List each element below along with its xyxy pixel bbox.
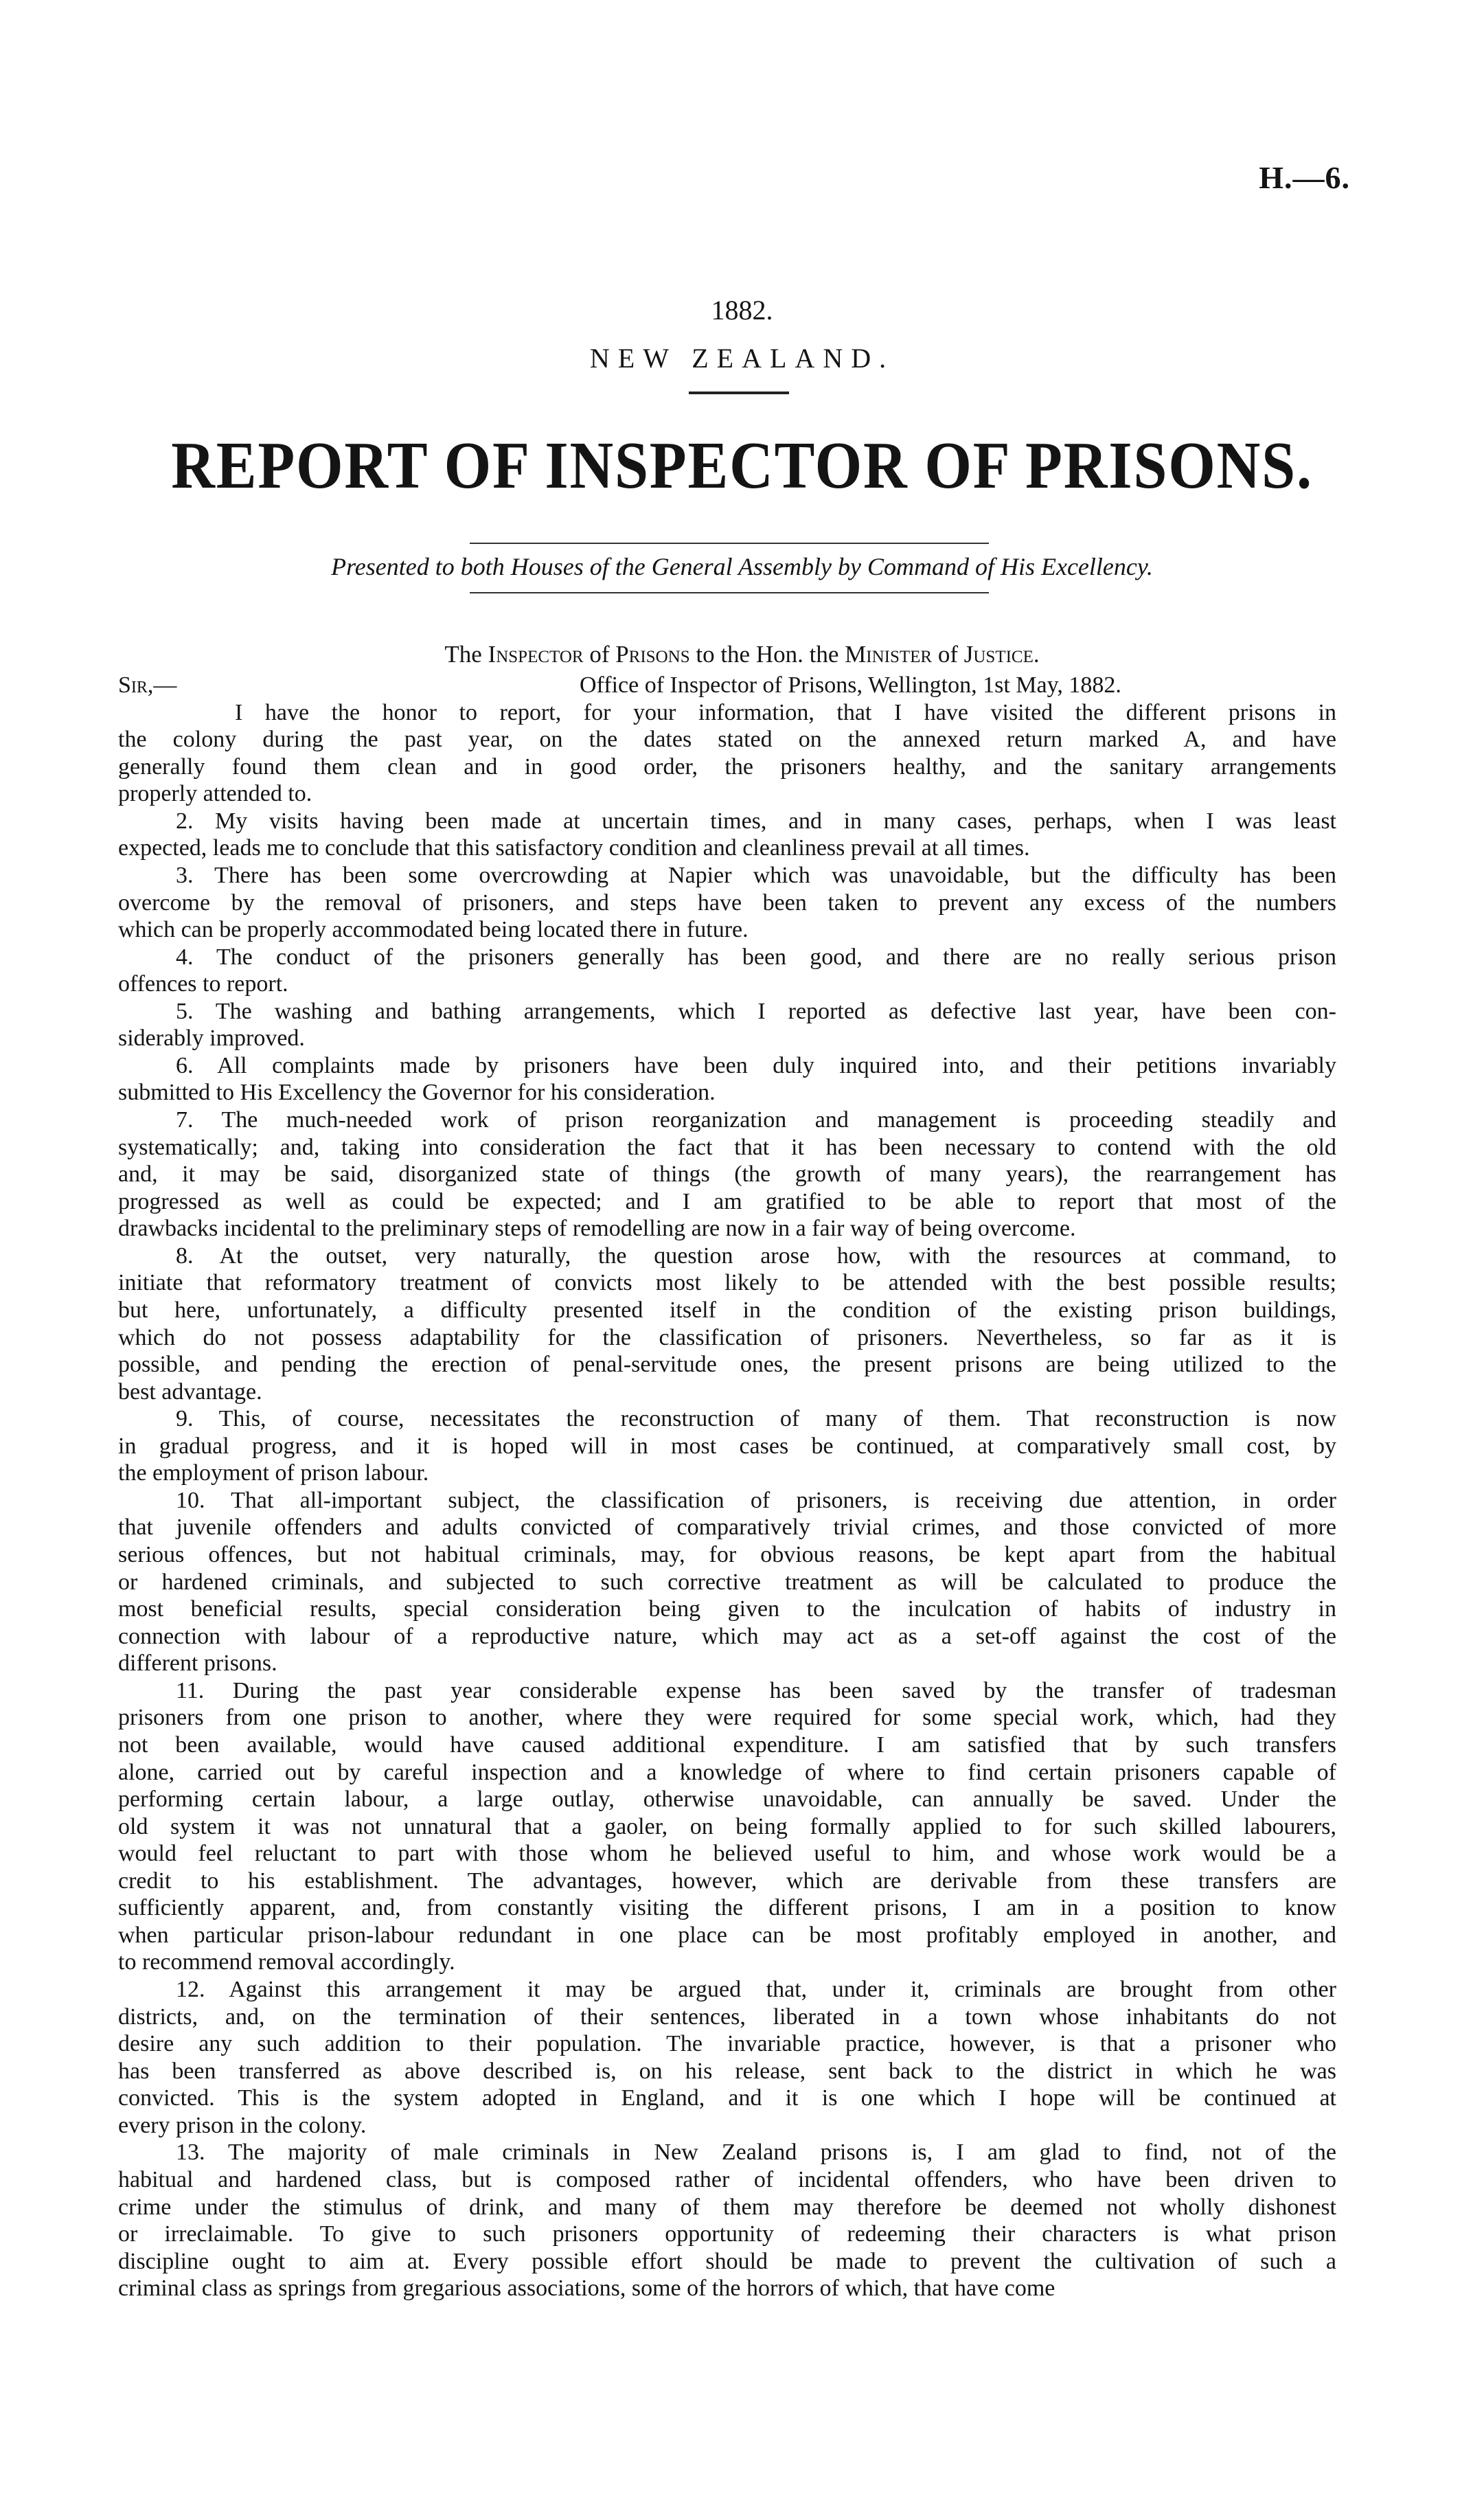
document-year: 1882. bbox=[711, 295, 773, 326]
text-line: systematically; and, taking into consideration the fact that it has been necessary to contend with the old bbox=[118, 1134, 1336, 1160]
document-reference: H.—6. bbox=[1259, 160, 1350, 195]
salutation-line bbox=[118, 672, 1336, 699]
text-line: offences to report. bbox=[118, 971, 288, 997]
text-line: or irreclaimable. To give to such prisoners opportunity of redeeming their characters is what prison bbox=[118, 2221, 1336, 2247]
text-line: which do not possess adaptability for the classification of prisoners. Nevertheless, so far as it is bbox=[118, 1324, 1336, 1350]
divider bbox=[470, 543, 989, 544]
text-line: 7. The much-needed work of prison reorganization and management is proceeding steadily and bbox=[176, 1107, 1336, 1133]
addressee-part: of bbox=[932, 641, 964, 668]
text-line: 13. The majority of male criminals in New Zealand prisons is, I am glad to find, not of the bbox=[176, 2140, 1336, 2166]
paragraph bbox=[118, 1405, 1336, 1487]
text-line: 3. There has been some overcrowding at Napier which was unavoidable, but the difficulty has been bbox=[176, 862, 1336, 888]
text-line: 5. The washing and bathing arrangements, which I reported as defective last year, have been con- bbox=[176, 998, 1336, 1024]
presentation-note: Presented to both Houses of the General Assembly by Command of His Excellency. bbox=[331, 553, 1153, 580]
letter-body bbox=[118, 672, 1336, 2302]
text-line: 6. All complaints made by prisoners have been duly inquired into, and their petitions invariably bbox=[176, 1052, 1336, 1078]
text-line: but here, unfortunately, a difficulty presented itself in the condition of the existing prison buildings, bbox=[118, 1297, 1336, 1323]
text-line: connection with labour of a reproductive nature, which may act as a set-off against the cost of the bbox=[118, 1623, 1336, 1649]
document-country: NEW ZEALAND. bbox=[589, 343, 895, 374]
text-line: submitted to His Excellency the Governor for his consideration. bbox=[118, 1080, 716, 1106]
divider bbox=[689, 392, 789, 394]
text-line: in gradual progress, and it is hoped will in most cases be continued, at comparatively small cost, by bbox=[118, 1433, 1336, 1459]
text-line: best advantage. bbox=[118, 1379, 262, 1405]
text-line: siderably improved. bbox=[118, 1025, 305, 1052]
text-line: properly attended to. bbox=[118, 781, 312, 807]
text-line: progressed as well as could be expected; and I am gratified to be able to report that most of the bbox=[118, 1188, 1336, 1214]
text-line: the colony during the past year, on the dates stated on the annexed return marked A, and have bbox=[118, 727, 1336, 753]
text-line: alone, carried out by careful inspection and a knowledge of where to find certain prisoners capable of bbox=[118, 1759, 1336, 1785]
text-line: possible, and pending the erection of penal-servitude ones, the present prisons are being utilized to the bbox=[118, 1352, 1336, 1378]
addressee-part: Inspector bbox=[488, 641, 584, 668]
text-line: every prison in the colony. bbox=[118, 2112, 367, 2138]
paragraph bbox=[118, 2139, 1336, 2302]
text-line: drawbacks incidental to the preliminary steps of remodelling are now in a fair way of being overcome. bbox=[118, 1216, 1076, 1242]
text-line: 11. During the past year considerable expense has been saved by the transfer of tradesman bbox=[176, 1677, 1336, 1703]
text-line: the employment of prison labour. bbox=[118, 1460, 429, 1486]
office-dateline: Office of Inspector of Prisons, Wellington, 1st May, 1882. bbox=[580, 672, 1121, 698]
text-line: when particular prison-labour redundant in one place can be most profitably employed in another, and bbox=[118, 1922, 1336, 1948]
text-line: I have the honor to report, for your information, that I have visited the different prisons in bbox=[235, 699, 1336, 725]
text-line: prisoners from one prison to another, where they were required for some special work, which, had they bbox=[118, 1705, 1336, 1731]
addressee-part: to the Hon. the bbox=[689, 641, 845, 668]
text-line: has been transferred as above described is, on his release, sent back to the district in which he was bbox=[118, 2058, 1336, 2084]
text-line: 4. The conduct of the prisoners generally has been good, and there are no really serious prison bbox=[176, 944, 1336, 970]
text-line: generally found them clean and in good order, the prisoners healthy, and the sanitary arrangements bbox=[118, 753, 1336, 780]
addressee-part: The bbox=[444, 641, 488, 668]
text-line: desire any such addition to their population. The invariable practice, however, is that a prisoner who bbox=[118, 2031, 1336, 2057]
text-line: discipline ought to aim at. Every possible effort should be made to prevent the cultivation of such a bbox=[118, 2248, 1336, 2274]
addressee-part: . bbox=[1033, 641, 1040, 668]
letter-addressee bbox=[0, 641, 1484, 668]
text-line: and, it may be said, disorganized state of things (the growth of many years), the rearrangement has bbox=[118, 1161, 1336, 1188]
paragraph bbox=[118, 1052, 1336, 1107]
text-line: criminal class as springs from gregarious associations, some of the horrors of which, that have come bbox=[118, 2276, 1055, 2302]
text-line: credit to his establishment. The advantages, however, which are derivable from these transfers are bbox=[118, 1868, 1336, 1894]
text-line: which can be properly accommodated being located there in future. bbox=[118, 917, 749, 943]
addressee-part: Prisons bbox=[615, 641, 690, 668]
salutation: Sir,— bbox=[118, 672, 177, 698]
text-line: 2. My visits having been made at uncertain times, and in many cases, perhaps, when I was least bbox=[176, 808, 1336, 834]
text-line: districts, and, on the termination of their sentences, liberated in a town whose inhabitants do not bbox=[118, 2004, 1336, 2030]
paragraph bbox=[118, 998, 1336, 1052]
text-line: to recommend removal accordingly. bbox=[118, 1949, 455, 1975]
text-line: 12. Against this arrangement it may be argued that, under it, criminals are brought from other bbox=[176, 1977, 1336, 2002]
text-line: or hardened criminals, and subjected to such corrective treatment as will be calculated to produce the bbox=[118, 1569, 1336, 1595]
text-line: convicted. This is the system adopted in England, and it is one which I hope will be continued at bbox=[118, 2085, 1336, 2111]
paragraph bbox=[118, 862, 1336, 944]
text-line: most beneficial results, special consideration being given to the inculcation of habits of industry in bbox=[118, 1596, 1336, 1622]
paragraph bbox=[118, 699, 1336, 808]
text-line: serious offences, but not habitual criminals, may, for obvious reasons, be kept apart from the habitual bbox=[118, 1542, 1336, 1567]
text-line: performing certain labour, a large outlay, otherwise unavoidable, can annually be saved. Under the bbox=[118, 1786, 1336, 1813]
text-line: different prisons. bbox=[118, 1650, 277, 1677]
text-line: 9. This, of course, necessitates the reconstruction of many of them. That reconstruction is now bbox=[176, 1406, 1336, 1432]
paragraphs bbox=[118, 699, 1336, 2302]
addressee-part: Minister bbox=[845, 641, 933, 668]
paragraph bbox=[118, 1243, 1336, 1405]
text-line: crime under the stimulus of drink, and many of them may therefore be deemed not wholly dishonest bbox=[118, 2194, 1336, 2220]
addressee-part: Justice bbox=[963, 641, 1034, 668]
text-line: expected, leads me to conclude that this satisfactory condition and cleanliness prevail at all times. bbox=[118, 835, 1030, 861]
page-title: REPORT OF INSPECTOR OF PRISONS. bbox=[171, 429, 1313, 503]
paragraph bbox=[118, 944, 1336, 998]
text-line: initiate that reformatory treatment of convicts most likely to be attended with the best possible results; bbox=[118, 1270, 1336, 1296]
paragraph bbox=[118, 1677, 1336, 1976]
text-line: 8. At the outset, very naturally, the question arose how, with the resources at command, to bbox=[176, 1243, 1336, 1269]
addressee-part: of bbox=[583, 641, 616, 668]
text-line: habitual and hardened class, but is composed rather of incidental offenders, who have been driven to bbox=[118, 2166, 1336, 2192]
text-line: that juvenile offenders and adults convicted of comparatively trivial crimes, and those convicted of more bbox=[118, 1515, 1336, 1541]
text-line: 10. That all-important subject, the classification of prisoners, is receiving due attention, in order bbox=[176, 1487, 1336, 1513]
paragraph bbox=[118, 1487, 1336, 1677]
divider bbox=[470, 592, 989, 593]
text-line: overcome by the removal of prisoners, and steps have been taken to prevent any excess of the numbers bbox=[118, 889, 1336, 916]
text-line: would feel reluctant to part with those whom he believed useful to him, and whose work would be a bbox=[118, 1841, 1336, 1867]
text-line: sufficiently apparent, and, from constantly visiting the different prisons, I am in a position to know bbox=[118, 1895, 1336, 1921]
paragraph bbox=[118, 1107, 1336, 1243]
paragraph bbox=[118, 808, 1336, 862]
text-line: not been available, would have caused additional expenditure. I am satisfied that by such transfers bbox=[118, 1732, 1336, 1758]
paragraph bbox=[118, 1976, 1336, 2139]
text-line: old system it was not unnatural that a gaoler, on being formally applied to for such skilled labourers, bbox=[118, 1813, 1336, 1839]
